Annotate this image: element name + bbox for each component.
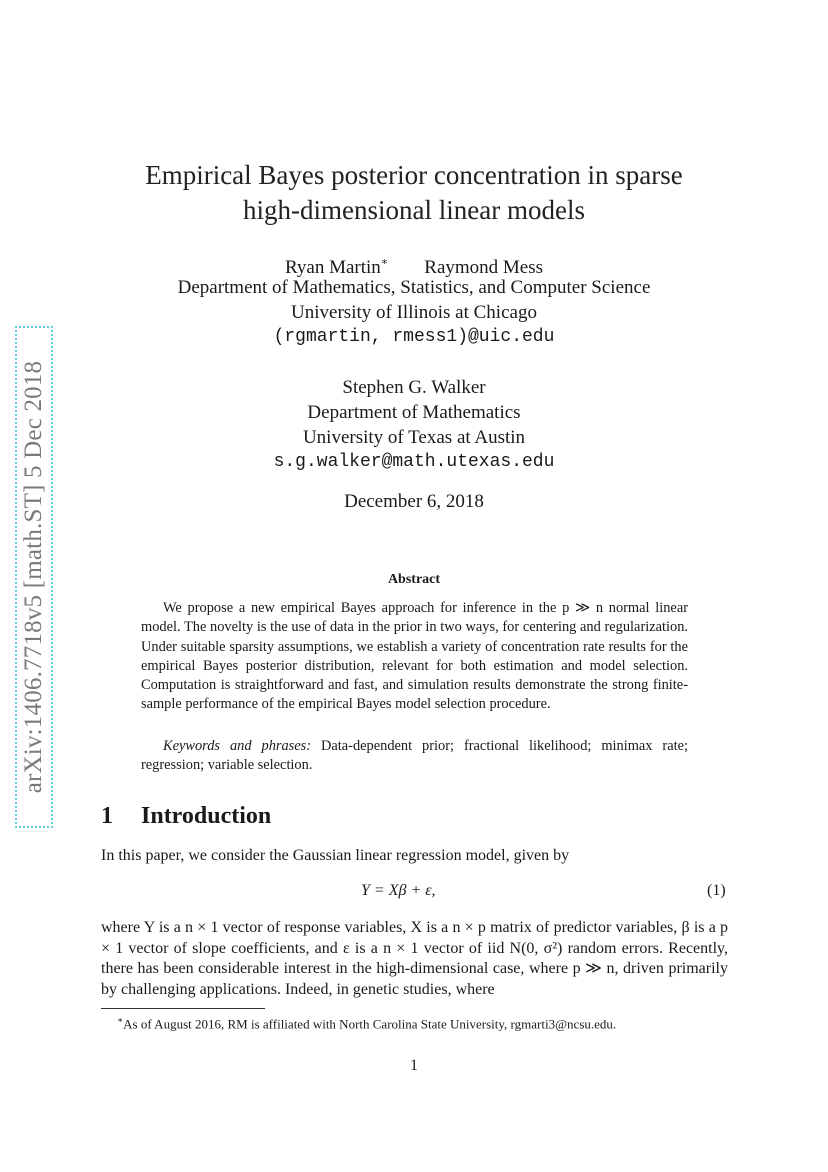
affiliation-uic [0, 275, 828, 350]
footnote-mark: ∗ [117, 1015, 124, 1025]
abstract-text: We propose a new empirical Bayes approach for inference in the p ≫ n normal linear model. The novelty is the use of data in the prior in two ways, for centering and regularization. Under suitable sparsity assumptions, we establish a variety of concentration rate results for the empirical Bayes posterior distribution, relevant for both estimation and model selection. Computation is straightforward and fast, and simulation results demonstrate the strong finite-sample performance of the empirical Bayes model selection procedure. [141, 600, 688, 713]
section-title: Introduction [141, 803, 272, 829]
author-footnote-mark: ∗ [380, 256, 389, 268]
section-number: 1 [101, 803, 113, 829]
intro-paragraph-1: In this paper, we consider the Gaussian linear regression model, given by [101, 847, 570, 864]
equation-number: (1) [707, 882, 726, 899]
affiliation-email: s.g.walker@math.utexas.edu [273, 452, 555, 472]
equation: Y = Xβ + ε, [361, 882, 436, 899]
title-line-2: high-dimensional linear models [243, 195, 585, 225]
keywords-label: Keywords and phrases: [163, 738, 312, 754]
affiliation-email: (rgmartin, rmess1)@uic.edu [273, 327, 555, 347]
keywords-list: Data-dependent prior; fractional likelihood; minimax rate; regression; variable selection. [141, 738, 688, 774]
title-line-1: Empirical Bayes posterior concentration in sparse [145, 160, 683, 190]
footnote [101, 1012, 728, 1032]
keywords [141, 737, 688, 776]
affiliation-university: University of Illinois at Chicago [291, 302, 537, 323]
affiliation-department: Department of Mathematics [307, 402, 521, 423]
paper-date: December 6, 2018 [344, 491, 484, 512]
affiliation-university: University of Texas at Austin [302, 427, 526, 448]
paper-title [0, 158, 828, 228]
footnote-text: As of August 2016, RM is affiliated with North Carolina State University, rgmarti3@ncsu.edu. [123, 1016, 617, 1032]
arxiv-identifier: arXiv:1406.7718v5 [math.ST] 5 Dec 2018 [20, 360, 47, 794]
affiliation-utexas [0, 375, 828, 475]
footnote-rule [101, 1008, 265, 1009]
affiliation-department: Department of Mathematics, Statistics, and Computer Science [177, 277, 651, 298]
author-name: Ryan Martin [284, 257, 381, 278]
author-stephen-walker: Stephen G. Walker [342, 377, 486, 398]
page-number: 1 [410, 1057, 418, 1074]
intro-paragraph-2: where Y is a n × 1 vector of response variables, X is a n × p matrix of predictor variables, β is a p × 1 vector of slope coefficients, and ε is a n × 1 vector of iid N(0, σ²) random errors. Recently, there has been considerable interest in the high-dimensional case, where p ≫ n, driven primarily by challenging applications. Indeed, in genetic studies, where [101, 919, 728, 998]
author-raymond-mess: Raymond Mess [424, 257, 544, 278]
abstract-heading: Abstract [387, 572, 441, 587]
section-heading [101, 803, 271, 830]
